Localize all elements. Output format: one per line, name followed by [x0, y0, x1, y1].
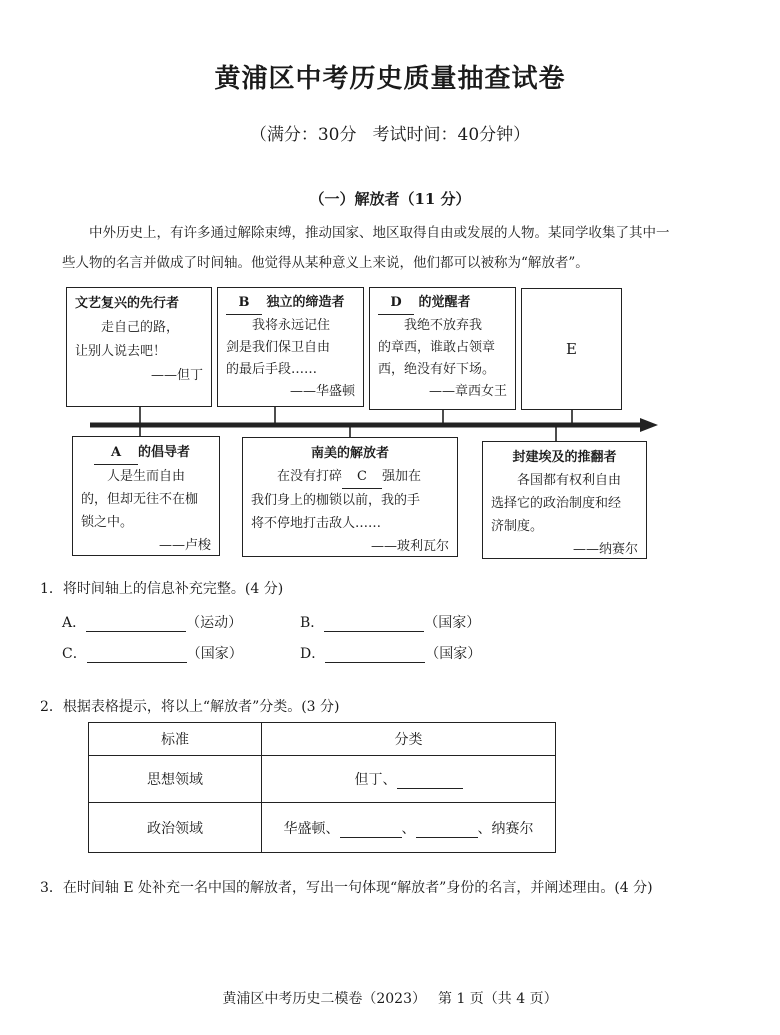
- box-quote-line: 我绝不放弃我: [404, 318, 483, 333]
- q2-stem: 2．根据表格提示，将以上“解放者”分类。(3 分): [40, 699, 340, 715]
- timeline-box-washington: [217, 287, 364, 407]
- q1-stem: 1．将时间轴上的信息补充完整。(4 分): [40, 581, 284, 597]
- category-text: 、: [477, 820, 492, 837]
- box-quote-line: 济制度。: [491, 519, 544, 534]
- full-score: （满分：30分: [249, 125, 357, 145]
- q1-suffix: （国家）: [186, 646, 243, 662]
- q1-suffix: （国家）: [424, 615, 481, 631]
- blank-c[interactable]: C: [342, 465, 382, 489]
- q1-item-c: [62, 643, 243, 663]
- box-author: ——玻利瓦尔: [370, 539, 449, 554]
- classification-table: [88, 722, 556, 853]
- q1-item-d: [300, 643, 481, 663]
- table-row: [89, 756, 556, 803]
- box-heading: 封建埃及的推翻者: [512, 450, 617, 465]
- q1-item-b: [300, 612, 480, 632]
- q1-label: A．: [62, 615, 87, 631]
- intro-line-2: 些人物的名言并做成了时间轴。他觉得从某种意义上来说，他们都可以被称为“解放者”。: [62, 255, 589, 271]
- box-heading: 文艺复兴的先行者: [75, 296, 180, 311]
- answer-c-field[interactable]: [87, 646, 187, 663]
- box-heading: 的倡导者: [138, 445, 191, 460]
- box-quote-fragment: 强加在: [382, 469, 422, 484]
- section-title: （一）解放者（11 分）: [309, 190, 471, 208]
- box-quote-line: 人是生而自由: [107, 469, 186, 484]
- table-cell-category: [262, 756, 556, 803]
- box-heading: 的觉醒者: [418, 295, 471, 310]
- box-quote-line: 的章西，谁敢占领章: [378, 340, 496, 355]
- q1-suffix: （国家）: [425, 646, 482, 662]
- q1-label: C．: [62, 646, 87, 662]
- box-e-label: E: [566, 340, 577, 358]
- box-quote-line: 我们身上的枷锁以前，我的手: [251, 493, 421, 508]
- q1-suffix: （运动）: [186, 615, 243, 631]
- box-quote-line: 我将永远记住: [252, 318, 331, 333]
- q3-stem: 3．在时间轴 E 处补充一名中国的解放者，写出一句体现“解放者”身份的名言，并阐述理由。(4 分): [40, 880, 653, 896]
- timeline-box-bolivar: [242, 437, 458, 557]
- timeline-box-rousseau: [72, 436, 220, 556]
- box-quote-line: 的，但却无往不在枷: [81, 492, 199, 507]
- box-quote-line: 各国都有权利自由: [517, 473, 622, 488]
- intro-line-1: 中外历史上，有许多通过解除束缚，推动国家、地区取得自由或发展的人物。某同学收集了其中一: [89, 225, 670, 241]
- timeline-box-e[interactable]: [521, 288, 622, 410]
- box-quote-line: 将不停地打击敌人……: [251, 516, 382, 531]
- table-header: 标准: [89, 723, 262, 756]
- category-text: 华盛顿、: [283, 820, 340, 837]
- box-author: ——章西女王: [428, 384, 507, 399]
- politics-blank-field-2[interactable]: [416, 821, 478, 838]
- footer-page: 第 1 页（共 4 页）: [438, 991, 558, 1007]
- q1-label: D．: [300, 646, 326, 662]
- blank-a[interactable]: A: [94, 441, 138, 465]
- table-cell-criterion: 思想领域: [89, 756, 262, 803]
- category-text: 纳赛尔: [491, 820, 534, 837]
- box-author: ——华盛顿: [289, 384, 355, 399]
- table-cell-category: [262, 803, 556, 853]
- footer-exam: 黄浦区中考历史二模卷（2023）: [222, 991, 426, 1007]
- thought-blank-field[interactable]: [397, 772, 463, 789]
- box-quote-line: 的最后手段……: [226, 362, 318, 377]
- blank-b[interactable]: B: [226, 292, 262, 315]
- answer-d-field[interactable]: [325, 646, 425, 663]
- box-quote-line: 西，绝没有好下场。: [378, 362, 496, 377]
- table-header: 分类: [262, 723, 556, 756]
- timeline-arrow: [640, 418, 658, 432]
- timeline-box-nasser: [482, 441, 647, 559]
- q1-label: B．: [300, 615, 325, 631]
- timeline-box-rani: [369, 287, 516, 410]
- table-cell-criterion: 政治领域: [89, 803, 262, 853]
- table-row: [89, 803, 556, 853]
- timeline-box-dante: [66, 287, 212, 407]
- box-author: ——纳赛尔: [572, 542, 638, 557]
- blank-d[interactable]: D: [378, 292, 414, 315]
- box-heading: 南美的解放者: [310, 446, 389, 461]
- answer-b-field[interactable]: [324, 615, 424, 632]
- box-author: ——但丁: [150, 368, 203, 383]
- page-footer: [0, 988, 780, 1008]
- box-quote-line: 走自己的路，: [101, 320, 180, 335]
- page-title: 黄浦区中考历史质量抽查试卷: [214, 64, 566, 94]
- box-heading: 独立的缔造者: [266, 295, 345, 310]
- politics-blank-field-1[interactable]: [340, 821, 402, 838]
- box-quote-line: 选择它的政治制度和经: [491, 496, 622, 511]
- box-quote-line: 让别人说去吧！: [75, 344, 167, 359]
- time-limit: 考试时间：40分钟）: [372, 125, 531, 145]
- table-header-row: [89, 723, 556, 756]
- category-text: 、: [401, 820, 416, 837]
- category-text: 但丁、: [354, 772, 397, 788]
- answer-a-field[interactable]: [86, 615, 186, 632]
- box-quote-fragment: 在没有打碎: [277, 469, 343, 484]
- box-quote-line: 锁之中。: [81, 515, 134, 530]
- q1-item-a: [62, 612, 242, 632]
- box-author: ——卢梭: [158, 538, 211, 553]
- box-quote-line: 剑是我们保卫自由: [226, 340, 331, 355]
